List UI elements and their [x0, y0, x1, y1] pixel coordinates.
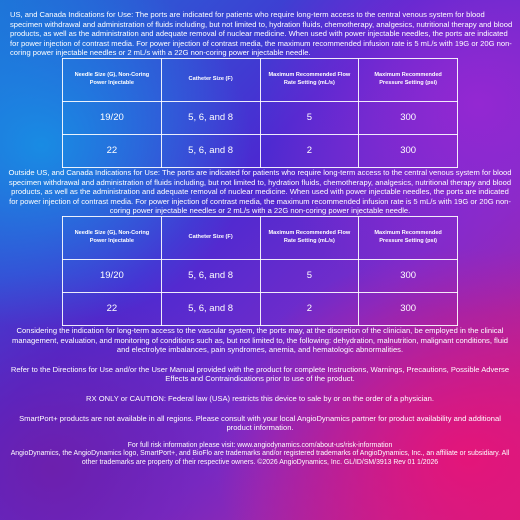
cell-pressure: 300 — [359, 134, 458, 167]
header-pressure: Maximum Recommended Pressure Setting (psi) — [359, 58, 458, 101]
us-indications-text: US, and Canada Indications for Use: The ports are indicated for patients who require long-term access to the central venous system for blood specimen withdrawal and administration of fluids including, but not limited to, hydration fluids, chemotherapy, analgesics, nutritional therapy and blood products, as well as the administration and adequate removal of nuclear medicine. When used with power injectable needles, the ports are indicated for power injection of contrast media. For power injection of contrast media, the maximum recommended infusion rate is 5 mL/s with 19G or 20G non-coring power injectable needles or 2 mL/s with a 22G non-coring power injectable needle. — [10, 10, 513, 58]
outside-us-specifications-table — [62, 216, 458, 326]
availability-text: SmartPort+ products are not available in all regions. Please consult with your local AngioDynamics partner for product availability and additional product information. — [19, 413, 501, 433]
cell-catheter-size: 5, 6, and 8 — [161, 292, 260, 325]
header-pressure: Maximum Recommended Pressure Setting (psi) — [359, 216, 458, 259]
rx-only-text: RX ONLY or CAUTION: Federal law (USA) restricts this device to sale by or on the order of a physician. — [86, 393, 434, 403]
risk-information-text: For full risk information please visit: www.angiodynamics.com/about-us/risk-information — [127, 441, 393, 449]
cell-flow-rate: 2 — [260, 134, 359, 167]
cell-flow-rate: 2 — [260, 292, 359, 325]
header-flow-rate: Maximum Recommended Flow Rate Setting (mL/s) — [260, 58, 359, 101]
table-row — [63, 292, 458, 325]
table-row — [63, 101, 458, 134]
outside-us-indications-text: Outside US, and Canada Indications for Use: The ports are indicated for patients who require long-term access to the central venous system for blood specimen withdrawal and administration of fluids including, but not limited to, hydration fluids, chemotherapy, analgesics, nutritional therapy and blood products, as well as the administration and adequate removal of nuclear medicine. When used with power injectable needles, the ports are indicated for power injection of contrast media. For power injection of contrast media, the maximum recommended infusion rate is 5 mL/s with 19G or 20G non-coring power injectable needles or 2 mL/s with a 22G non-coring power injectable needle. — [8, 167, 512, 216]
header-needle-size: Needle Size (G), Non-Coring Power Injectable — [63, 58, 162, 101]
cell-needle-size: 22 — [63, 134, 162, 167]
cell-catheter-size: 5, 6, and 8 — [161, 259, 260, 292]
refer-text: Refer to the Directions for Use and/or the User Manual provided with the product for complete Instructions, Warnings, Precautions, Possible Adverse Effects and Contraindications prior to use of the product. — [10, 364, 510, 384]
header-catheter-size: Catheter Size (F) — [161, 216, 260, 259]
table-row — [63, 134, 458, 167]
cell-pressure: 300 — [359, 292, 458, 325]
cell-needle-size: 22 — [63, 292, 162, 325]
cell-pressure: 300 — [359, 101, 458, 134]
cell-flow-rate: 5 — [260, 101, 359, 134]
us-specifications-table — [62, 58, 458, 168]
header-catheter-size: Catheter Size (F) — [161, 58, 260, 101]
cell-catheter-size: 5, 6, and 8 — [161, 101, 260, 134]
table-header-row — [63, 216, 458, 259]
table-header-row — [63, 58, 458, 101]
table-row — [63, 259, 458, 292]
header-needle-size: Needle Size (G), Non-Coring Power Injectable — [63, 216, 162, 259]
cell-flow-rate: 5 — [260, 259, 359, 292]
cell-needle-size: 19/20 — [63, 259, 162, 292]
cell-pressure: 300 — [359, 259, 458, 292]
consideration-text: Considering the indication for long-term access to the vascular system, the ports may, at the discretion of the clinician, be employed in the clinical management, evaluation, and monitoring of conditions such as, but not limited to, the following: dehydration, malnutrition, malignant conditions, fluid and electrolyte imbalances, pain syndromes, anemia, and hematologic abnormalities. — [12, 325, 508, 355]
header-flow-rate: Maximum Recommended Flow Rate Setting (mL/s) — [260, 216, 359, 259]
cell-needle-size: 19/20 — [63, 101, 162, 134]
cell-catheter-size: 5, 6, and 8 — [161, 134, 260, 167]
trademark-text: AngioDynamics, the AngioDynamics logo, SmartPort+, and BioFlo are trademarks and/or registered trademarks of AngioDynamics, Inc., an affiliate or subsidiary. All other trademarks are property of their respective owners. ©2026 AngioDynamics, Inc. GL/ID/SM/3913 Rev 01 1/2026 — [10, 450, 510, 466]
